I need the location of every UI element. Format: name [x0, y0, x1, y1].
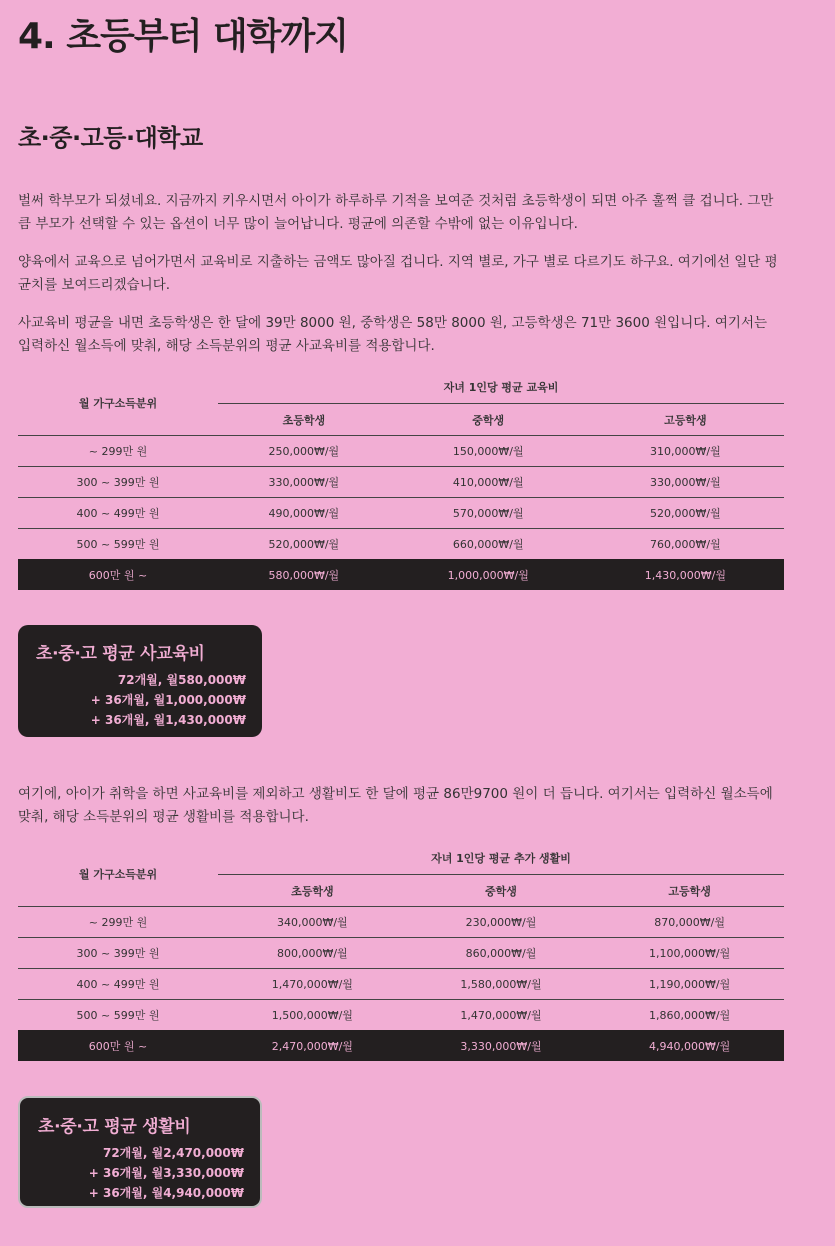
column-header-high: 고등학생: [587, 404, 784, 436]
private-education-summary-card: [18, 625, 262, 737]
summary-line: + 36개월, 월1,430,000₩: [90, 713, 246, 727]
income-cell: 300 ~ 399만 원: [18, 467, 218, 498]
column-header-middle: 중학생: [407, 875, 596, 907]
income-column-header: 월 가구소득분위: [18, 842, 218, 907]
value-cell: 1,500,000₩/월: [218, 1000, 407, 1031]
value-cell: 310,000₩/월: [587, 436, 784, 467]
living-cost-paragraph: 여기에, 아이가 취학을 하면 사교육비를 제외하고 생활비도 한 달에 평균 86만9700 원이 더 듭니다. 여기서는 입력하신 월소득에 맞춰, 해당 소득분위의 평균 생활비를 적용합니다.: [18, 786, 773, 825]
table-row: [18, 467, 784, 498]
table-row-highlighted: [18, 1031, 784, 1062]
summary-line: 72개월, 월2,470,000₩: [102, 1146, 244, 1160]
value-cell: 580,000₩/월: [218, 560, 390, 591]
summary-line: 72개월, 월580,000₩: [117, 673, 246, 687]
value-cell: 4,940,000₩/월: [595, 1031, 784, 1062]
education-cost-table: [18, 371, 784, 590]
value-cell: 800,000₩/월: [218, 938, 407, 969]
income-cell: ~ 299만 원: [18, 436, 218, 467]
value-cell: 230,000₩/월: [407, 907, 596, 938]
section-title: 초·중·고등·대학교: [18, 124, 203, 152]
income-column-header: 월 가구소득분위: [18, 371, 218, 436]
value-cell: 3,330,000₩/월: [407, 1031, 596, 1062]
table-row: [18, 969, 784, 1000]
column-header-high: 고등학생: [595, 875, 784, 907]
value-cell: 570,000₩/월: [390, 498, 587, 529]
value-cell: 1,860,000₩/월: [595, 1000, 784, 1031]
value-cell: 2,470,000₩/월: [218, 1031, 407, 1062]
table-row: [18, 529, 784, 560]
income-cell: 500 ~ 599만 원: [18, 529, 218, 560]
group-header: 자녀 1인당 평균 추가 생활비: [431, 852, 571, 865]
column-header-middle: 중학생: [390, 404, 587, 436]
page-title: 4. 초등부터 대학까지: [18, 16, 348, 57]
value-cell: 520,000₩/월: [218, 529, 390, 560]
table-row: [18, 938, 784, 969]
value-cell: 330,000₩/월: [218, 467, 390, 498]
table-row: [18, 498, 784, 529]
value-cell: 1,100,000₩/월: [595, 938, 784, 969]
value-cell: 150,000₩/월: [390, 436, 587, 467]
value-cell: 760,000₩/월: [587, 529, 784, 560]
summary-line: + 36개월, 월4,940,000₩: [88, 1186, 244, 1200]
income-cell: 600만 원 ~: [18, 560, 218, 591]
table-row: [18, 1000, 784, 1031]
value-cell: 410,000₩/월: [390, 467, 587, 498]
value-cell: 660,000₩/월: [390, 529, 587, 560]
value-cell: 1,470,000₩/월: [407, 1000, 596, 1031]
income-cell: ~ 299만 원: [18, 907, 218, 938]
column-header-elementary: 초등학생: [218, 875, 407, 907]
value-cell: 490,000₩/월: [218, 498, 390, 529]
private-education-paragraph: 사교육비 평균을 내면 초등학생은 한 달에 39만 8000 원, 중학생은 58만 8000 원, 고등학생은 71만 3600 원입니다. 여기서는 입력하신 월소득에 맞춰, 해당 소득분위의 평균 사교육비를 적용합니다.: [18, 315, 768, 354]
table-row: [18, 436, 784, 467]
value-cell: 250,000₩/월: [218, 436, 390, 467]
table-row: [18, 907, 784, 938]
value-cell: 1,580,000₩/월: [407, 969, 596, 1000]
table-row-highlighted: [18, 560, 784, 591]
value-cell: 520,000₩/월: [587, 498, 784, 529]
summary-line: + 36개월, 월1,000,000₩: [90, 693, 246, 707]
intro-paragraph: 벌써 학부모가 되셨네요. 지금까지 키우시면서 아이가 하루하루 기적을 보여준 것처럼 초등학생이 되면 아주 훌쩍 클 겁니다. 그만큼 부모가 선택할 수 있는 옵션이 너무 많이 늘어납니다. 평균에 의존할 수밖에 없는 이유입니다.: [18, 193, 774, 232]
summary-title: 초·중·고 평균 사교육비: [36, 644, 205, 664]
value-cell: 1,430,000₩/월: [587, 560, 784, 591]
value-cell: 1,190,000₩/월: [595, 969, 784, 1000]
value-cell: 1,000,000₩/월: [390, 560, 587, 591]
summary-title: 초·중·고 평균 생활비: [38, 1117, 191, 1137]
summary-line: + 36개월, 월3,330,000₩: [88, 1166, 244, 1180]
group-header: 자녀 1인당 평균 교육비: [443, 381, 559, 394]
living-cost-summary-card: [18, 1096, 262, 1208]
value-cell: 860,000₩/월: [407, 938, 596, 969]
income-cell: 500 ~ 599만 원: [18, 1000, 218, 1031]
column-header-elementary: 초등학생: [218, 404, 390, 436]
income-cell: 400 ~ 499만 원: [18, 498, 218, 529]
education-paragraph: 양육에서 교육으로 넘어가면서 교육비로 지출하는 금액도 많아질 겁니다. 지역 별로, 가구 별로 다르기도 하구요. 여기에선 일단 평균치를 보여드리겠습니다.: [18, 254, 778, 293]
value-cell: 330,000₩/월: [587, 467, 784, 498]
income-cell: 400 ~ 499만 원: [18, 969, 218, 1000]
value-cell: 340,000₩/월: [218, 907, 407, 938]
value-cell: 1,470,000₩/월: [218, 969, 407, 1000]
value-cell: 870,000₩/월: [595, 907, 784, 938]
living-cost-table: [18, 842, 784, 1061]
income-cell: 600만 원 ~: [18, 1031, 218, 1062]
income-cell: 300 ~ 399만 원: [18, 938, 218, 969]
